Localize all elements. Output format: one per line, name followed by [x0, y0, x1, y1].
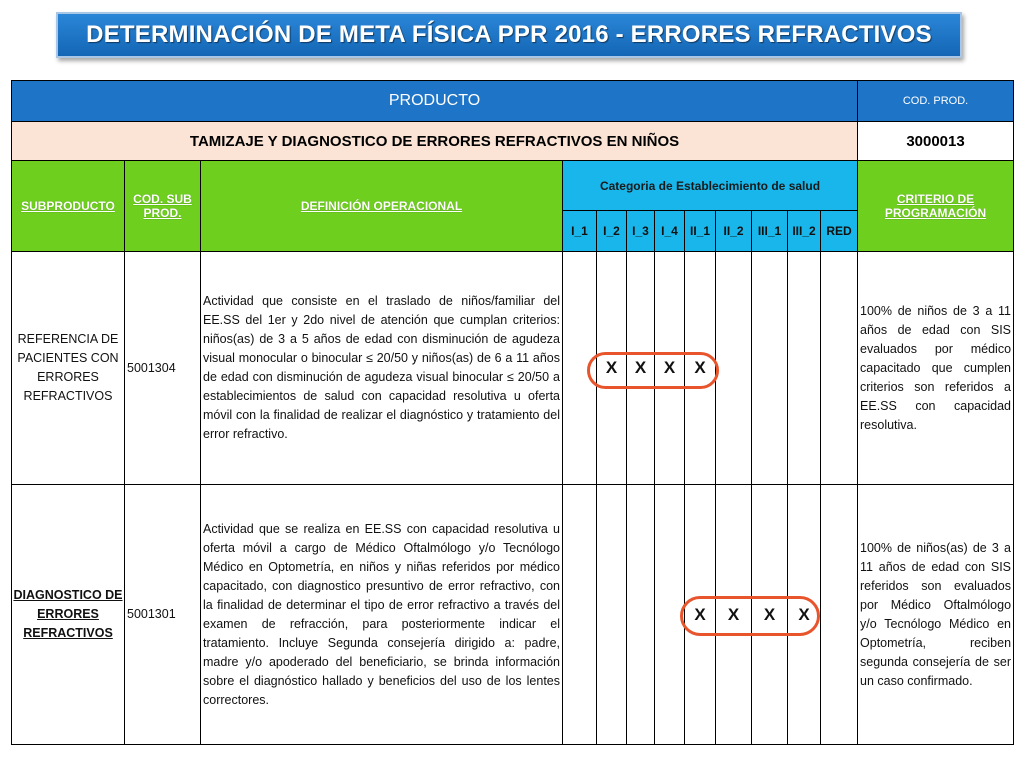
producto-name-cell [12, 122, 858, 161]
cod-prod-header [858, 81, 1014, 122]
row1-mark-i4: X [655, 252, 685, 485]
criterio-header [858, 161, 1014, 252]
row1-mark-red [821, 252, 858, 485]
subproducto-header [12, 161, 125, 252]
row1-mark-i1 [563, 252, 597, 485]
row1-subproducto: REFERENCIA DE PACIENTES CON ERRORES REFRACTIVOS [12, 252, 125, 485]
row1-mark-i3: X [627, 252, 655, 485]
row2-subproducto: DIAGNOSTICO DE ERRORES REFRACTIVOS [12, 485, 125, 745]
subproducto-header-label: SUBPRODUCTO [21, 199, 115, 213]
row1-mark-ii1: X [685, 252, 716, 485]
definicion-header [201, 161, 563, 252]
row1-criterio: 100% de niños de 3 a 11 años de edad con SIS evaluados por médico capacitado que cumplen criterios son referidos a EE.SS con capacidad resolutiva. [858, 252, 1014, 485]
producto-header [12, 81, 858, 122]
row1-mark-ii2 [716, 252, 752, 485]
producto-code: 3000013 [906, 132, 965, 150]
table-row [12, 485, 1014, 745]
criterio-header-label: CRITERIO DE PROGRAMACIÓN [884, 192, 987, 220]
row2-mark-ii2: X [716, 485, 752, 745]
producto-name: TAMIZAJE Y DIAGNOSTICO DE ERRORES REFRACTIVOS EN NIÑOS [189, 132, 680, 150]
row1-code: 5001304 [125, 252, 201, 485]
row1-definicion: Actividad que consiste en el traslado de niños/familiar del EE.SS del 1er y 2do nivel de atención que cumplan criterios: niños(as) de 3 a 5 años de edad con disminución de agudeza visual monocular o binocular ≤ 20/50 y niños(as) de 6 a 11 años de edad con disminución de agudeza visual binocular ≤ 20/50 a establecimientos de salud con capacidad resolutiva u oferta móvil con la finalidad de realizar el diagnóstico y tratamiento del error refractivo. [201, 252, 563, 485]
row2-mark-i2 [597, 485, 627, 745]
categoria-header [563, 161, 858, 211]
cod-prod-label: COD. PROD. [902, 95, 969, 107]
row2-mark-i4 [655, 485, 685, 745]
category-col-i3: I_3 [627, 211, 655, 252]
row1-mark-iii2 [788, 252, 821, 485]
row1-mark-iii1 [752, 252, 788, 485]
category-col-ii1: II_1 [685, 211, 716, 252]
row2-mark-iii1: X [752, 485, 788, 745]
row2-criterio: 100% de niños(as) de 3 a 11 años de edad con SIS referidos son evaluados por Médico Oftalmólogo y/o Tecnólogo Médico en Optometría, reciben segunda consejería de ser un caso confirmado. [858, 485, 1014, 745]
category-col-ii2: II_2 [716, 211, 752, 252]
category-col-red: RED [821, 211, 858, 252]
category-col-i4: I_4 [655, 211, 685, 252]
row2-mark-i1 [563, 485, 597, 745]
categoria-header-label: Categoria de Establecimiento de salud [599, 178, 821, 193]
title-banner [56, 12, 962, 58]
row2-mark-red [821, 485, 858, 745]
table-row [12, 252, 1014, 485]
category-col-i1: I_1 [563, 211, 597, 252]
row2-mark-i3 [627, 485, 655, 745]
row2-definicion: Actividad que se realiza en EE.SS con capacidad resolutiva u oferta móvil a cargo de Médico Oftalmólogo y/o Tecnólogo Médico en Optometría, en niños y niñas referidos por médico capacitado, con diagnostico presuntivo de error refractivo, con la finalidad de determinar el tipo de error refractivo a través del examen de refracción, para posteriormente indicar el tratamiento. Incluye Segunda consejería dirigido a: padre, madre y/o apoderado del beneficiario, se brinda información sobre el diagnóstico hallado y beneficios del uso de los lentes correctores. [201, 485, 563, 745]
category-col-iii1: III_1 [752, 211, 788, 252]
category-col-iii2: III_2 [788, 211, 821, 252]
producto-code-cell [858, 122, 1014, 161]
cod-sub-header [125, 161, 201, 252]
producto-label: PRODUCTO [388, 92, 481, 109]
row1-mark-i2: X [597, 252, 627, 485]
row2-mark-iii2: X [788, 485, 821, 745]
row2-code: 5001301 [125, 485, 201, 745]
definicion-header-label: DEFINICIÓN OPERACIONAL [300, 199, 463, 213]
meta-fisica-table [11, 80, 1014, 745]
row2-mark-ii1: X [685, 485, 716, 745]
page-title: DETERMINACIÓN DE META FÍSICA PPR 2016 - ERRORES REFRACTIVOS [86, 21, 932, 48]
category-col-i2: I_2 [597, 211, 627, 252]
cod-sub-header-label: COD. SUB PROD. [133, 192, 192, 220]
